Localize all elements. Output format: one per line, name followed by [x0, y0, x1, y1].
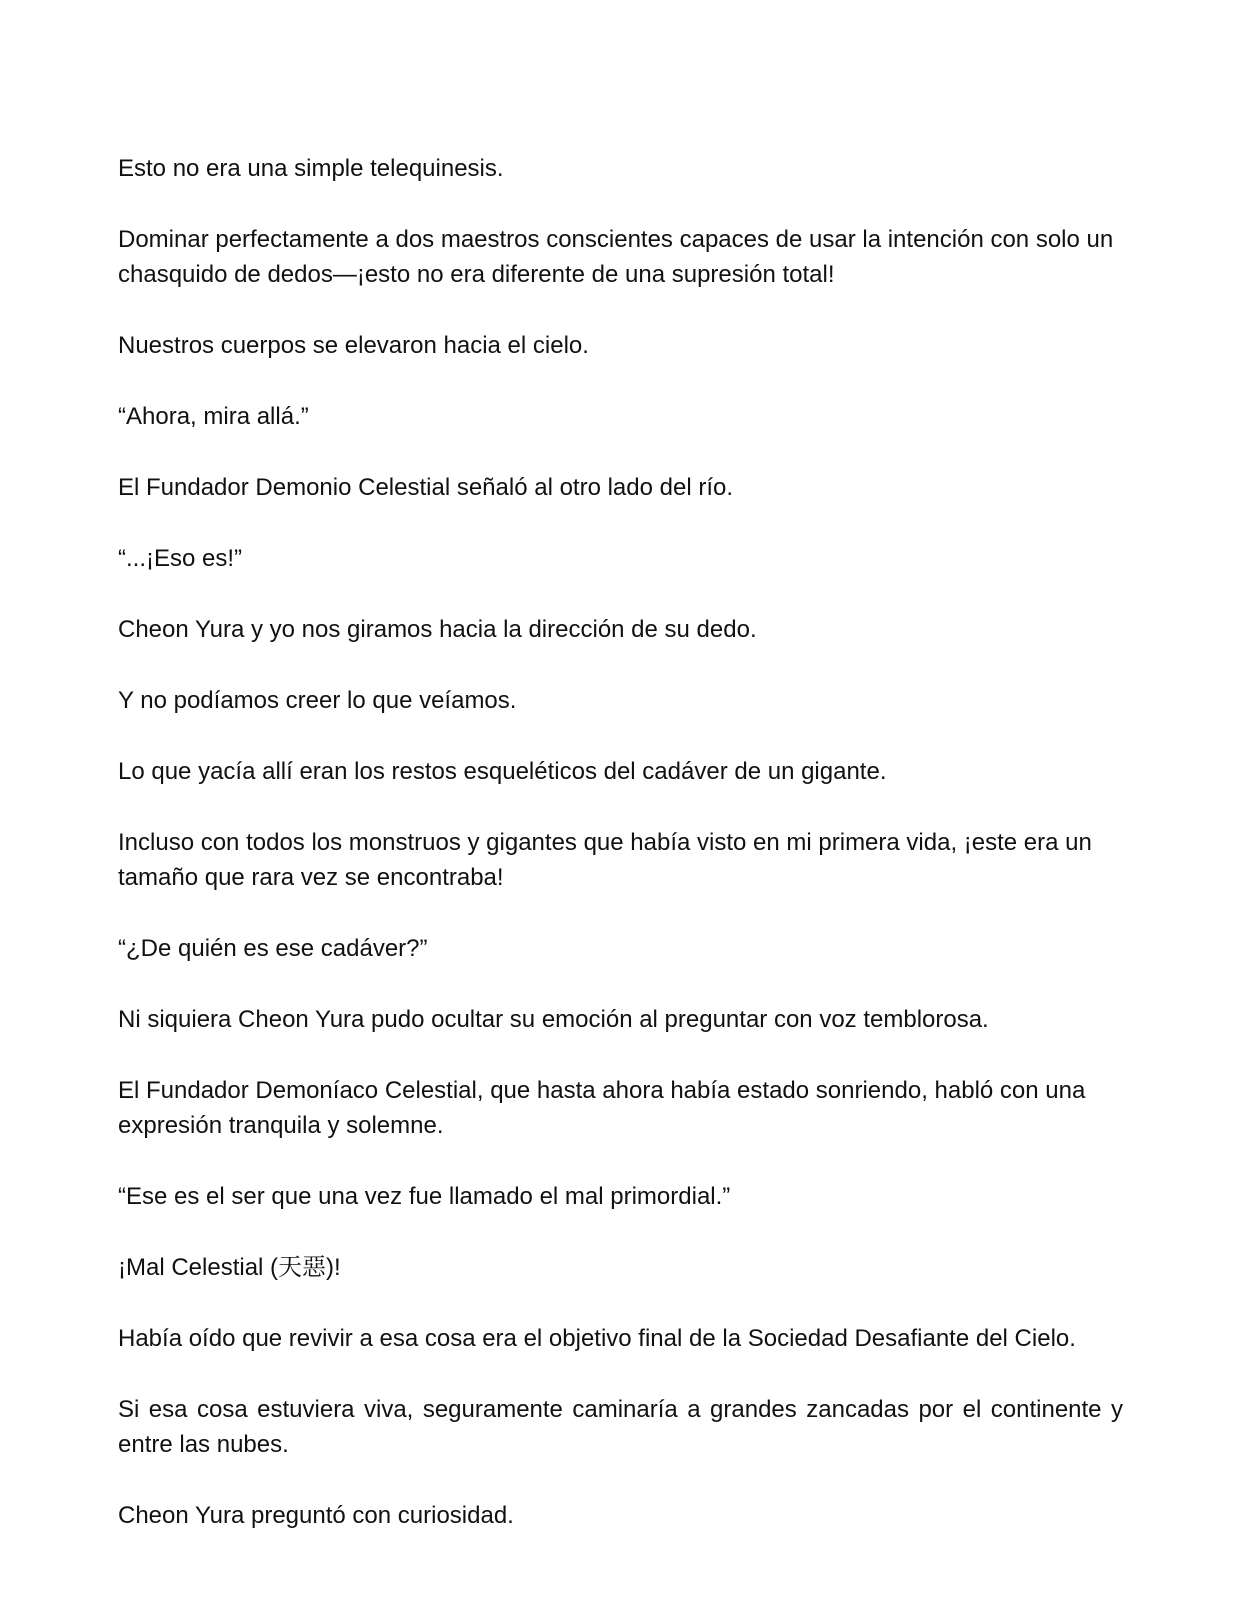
paragraph: Dominar perfectamente a dos maestros conscientes capaces de usar la intención con solo un chasquido de dedos—¡esto no era diferente de una supresión total! [118, 226, 1114, 288]
paragraph: El Fundador Demonio Celestial señaló al otro lado del río. [118, 474, 734, 501]
paragraph: El Fundador Demoníaco Celestial, que hasta ahora había estado sonriendo, habló con una expresión tranquila y solemne. [118, 1077, 1086, 1139]
paragraph: Cheon Yura y yo nos giramos hacia la dirección de su dedo. [118, 616, 757, 643]
paragraph: “...¡Eso es!” [118, 545, 243, 572]
paragraph: Y no podíamos creer lo que veíamos. [118, 687, 517, 714]
document-body [118, 151, 1123, 1569]
paragraph: Ni siquiera Cheon Yura pudo ocultar su emoción al preguntar con voz temblorosa. [118, 1006, 989, 1033]
paragraph: Esto no era una simple telequinesis. [118, 155, 504, 182]
paragraph: “Ese es el ser que una vez fue llamado el mal primordial.” [118, 1183, 731, 1210]
paragraph: Nuestros cuerpos se elevaron hacia el cielo. [118, 332, 589, 359]
paragraph: ¡Mal Celestial (天惡)! [118, 1254, 341, 1281]
paragraph: Si esa cosa estuviera viva, seguramente caminaría a grandes zancadas por el continente y entre las nubes. [118, 1396, 1123, 1458]
paragraph: Lo que yacía allí eran los restos esqueléticos del cadáver de un gigante. [118, 758, 887, 785]
paragraph: Había oído que revivir a esa cosa era el objetivo final de la Sociedad Desafiante del Cielo. [118, 1325, 1076, 1352]
paragraph: Cheon Yura preguntó con curiosidad. [118, 1502, 514, 1529]
paragraph: Incluso con todos los monstruos y gigantes que había visto en mi primera vida, ¡este era un tamaño que rara vez se encontraba! [118, 829, 1092, 891]
paragraph: “Ahora, mira allá.” [118, 403, 309, 430]
paragraph: “¿De quién es ese cadáver?” [118, 935, 428, 962]
